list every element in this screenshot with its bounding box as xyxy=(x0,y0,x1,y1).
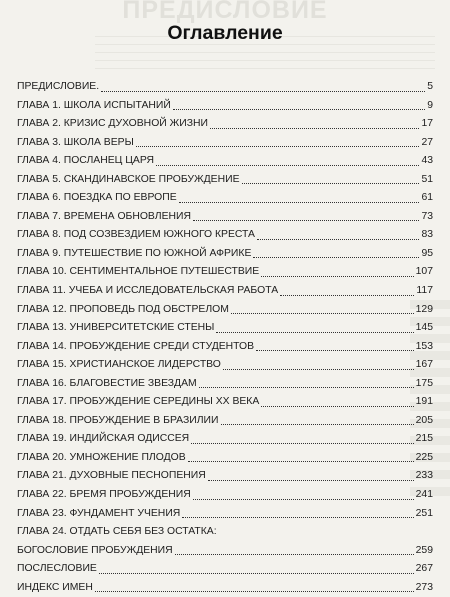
toc-entry-title: ГЛАВА 22. БРЕМЯ ПРОБУЖДЕНИЯ xyxy=(17,489,191,501)
dot-leader xyxy=(193,220,419,221)
toc-entry-title: ГЛАВА 12. ПРОПОВЕДЬ ПОД ОБСТРЕЛОМ xyxy=(17,303,229,315)
toc-entry-title: ГЛАВА 1. ШКОЛА ИСПЫТАНИЙ xyxy=(17,99,171,111)
toc-entry-page-number: 145 xyxy=(415,322,433,334)
toc-entry-title: ГЛАВА 14. ПРОБУЖДЕНИЕ СРЕДИ СТУДЕНТОВ xyxy=(17,340,255,352)
toc-entry xyxy=(17,301,433,320)
toc-entry-page-number: 27 xyxy=(421,136,433,148)
toc-entry xyxy=(17,393,433,412)
dot-leader xyxy=(179,202,420,203)
dot-leader xyxy=(256,350,414,351)
page-title: Оглавление xyxy=(167,22,283,44)
toc-entry-title: ГЛАВА 19. ИНДИЙСКАЯ ОДИССЕЯ xyxy=(17,433,190,445)
toc-entry-page-number: 117 xyxy=(416,285,433,297)
dot-leader xyxy=(101,91,425,92)
toc-entry-page-number: 5 xyxy=(427,81,433,92)
toc-entry xyxy=(17,97,433,116)
dot-leader xyxy=(257,239,419,240)
toc-entry-title: ГЛАВА 24. ОТДАТЬ СЕБЯ БЕЗ ОСТАТКА: xyxy=(17,526,217,538)
toc-entry-page-number: 167 xyxy=(415,359,433,371)
dot-leader xyxy=(182,517,413,518)
toc-entry-title: ГЛАВА 7. ВРЕМЕНА ОБНОВЛЕНИЯ xyxy=(17,210,191,222)
toc-entry xyxy=(17,449,433,468)
dot-leader xyxy=(175,554,414,555)
dot-leader xyxy=(136,146,420,147)
toc-entry-title: ГЛАВА 20. УМНОЖЕНИЕ ПЛОДОВ xyxy=(17,451,186,463)
toc-entry xyxy=(17,208,433,227)
dot-leader xyxy=(216,332,413,333)
toc-entry xyxy=(17,579,433,597)
toc-entry-title: ГЛАВА 9. ПУТЕШЕСТВИЕ ПО ЮЖНОЙ АФРИКЕ xyxy=(17,247,252,259)
dot-leader xyxy=(253,257,419,258)
toc-entry-page-number: 205 xyxy=(415,414,433,426)
toc-entry-title: БОГОСЛОВИЕ ПРОБУЖДЕНИЯ xyxy=(17,544,173,556)
toc-entry-page-number: 107 xyxy=(415,266,433,278)
toc-entry-page-number: 273 xyxy=(415,581,433,593)
dot-leader xyxy=(210,128,420,129)
toc-entry xyxy=(17,505,433,524)
toc-entry-title: ПОСЛЕСЛОВИЕ xyxy=(17,563,97,575)
dot-leader xyxy=(231,313,414,314)
dot-leader xyxy=(199,387,414,388)
dot-leader xyxy=(280,295,414,296)
toc-entry-title: ГЛАВА 15. ХРИСТИАНСКОЕ ЛИДЕРСТВО xyxy=(17,359,221,371)
toc-entry-title: ГЛАВА 11. УЧЕБА И ИССЛЕДОВАТЕЛЬСКАЯ РАБОТА xyxy=(17,285,279,297)
dot-leader xyxy=(99,573,414,574)
toc-entry-title: ГЛАВА 4. ПОСЛАНЕЦ ЦАРЯ xyxy=(17,155,155,167)
toc-entry-title: ГЛАВА 10. СЕНТИМЕНТАЛЬНОЕ ПУТЕШЕСТВИЕ xyxy=(17,266,260,278)
toc-entry xyxy=(17,282,433,301)
toc-entry-page-number: 51 xyxy=(421,173,433,185)
dot-leader xyxy=(95,591,414,592)
toc-entry-page-number: 175 xyxy=(415,377,433,389)
toc-entry-title: ГЛАВА 2. КРИЗИС ДУХОВНОЙ ЖИЗНИ xyxy=(17,118,208,130)
dot-leader xyxy=(193,499,414,500)
toc-entry-page-number: 43 xyxy=(421,155,433,167)
toc-entry-title: ПРЕДИСЛОВИЕ. xyxy=(17,81,100,92)
toc-entry xyxy=(17,189,433,208)
toc-entry xyxy=(17,523,433,542)
toc-entry xyxy=(17,412,433,431)
toc-entry-title: ГЛАВА 13. УНИВЕРСИТЕТСКИЕ СТЕНЫ xyxy=(17,322,215,334)
toc-entry-title: ГЛАВА 17. ПРОБУЖДЕНИЕ СЕРЕДИНЫ XX ВЕКА xyxy=(17,396,260,408)
dot-leader xyxy=(156,165,419,166)
dot-leader xyxy=(208,480,414,481)
toc-entry xyxy=(17,115,433,134)
toc-entry-title: ГЛАВА 16. БЛАГОВЕСТИЕ ЗВЕЗДАМ xyxy=(17,377,197,389)
toc-entry-page-number: 251 xyxy=(415,507,433,519)
toc-entry-page-number: 215 xyxy=(415,433,433,445)
toc-entry xyxy=(17,171,433,190)
toc-entry xyxy=(17,356,433,375)
toc-entry xyxy=(17,134,433,153)
toc-entry-page-number: 73 xyxy=(421,210,433,222)
table-of-contents xyxy=(17,78,433,597)
toc-entry-page-number: 9 xyxy=(427,99,433,111)
dot-leader xyxy=(261,276,413,277)
toc-entry xyxy=(17,542,433,561)
toc-entry xyxy=(17,78,433,97)
dot-leader xyxy=(191,443,414,444)
toc-entry-page-number: 83 xyxy=(421,229,433,241)
toc-entry-title: ГЛАВА 8. ПОД СОЗВЕЗДИЕМ ЮЖНОГО КРЕСТА xyxy=(17,229,255,241)
toc-entry xyxy=(17,467,433,486)
dot-leader xyxy=(223,369,414,370)
toc-entry xyxy=(17,319,433,338)
toc-entry xyxy=(17,226,433,245)
toc-entry xyxy=(17,338,433,357)
toc-entry xyxy=(17,486,433,505)
toc-entry-page-number: 241 xyxy=(415,489,433,501)
toc-entry xyxy=(17,152,433,171)
dot-leader xyxy=(221,424,414,425)
toc-entry-page-number: 95 xyxy=(421,247,433,259)
toc-entry-title: ГЛАВА 3. ШКОЛА ВЕРЫ xyxy=(17,136,134,148)
toc-entry-page-number: 233 xyxy=(415,470,433,482)
toc-entry-page-number: 61 xyxy=(421,192,433,204)
toc-entry-title: ГЛАВА 6. ПОЕЗДКА ПО ЕВРОПЕ xyxy=(17,192,177,204)
dot-leader xyxy=(242,183,420,184)
dot-leader xyxy=(261,406,413,407)
toc-entry-page-number: 259 xyxy=(415,544,433,556)
toc-entry-title: ИНДЕКС ИМЕН xyxy=(17,581,93,593)
toc-entry-page-number: 17 xyxy=(421,118,433,130)
toc-entry-title: ГЛАВА 23. ФУНДАМЕНТ УЧЕНИЯ xyxy=(17,507,181,519)
toc-entry-page-number: 153 xyxy=(415,340,433,352)
toc-entry xyxy=(17,560,433,579)
dot-leader xyxy=(173,109,425,110)
background-bleed-heading: ПРЕДИСЛОВИЕ xyxy=(122,0,328,24)
toc-entry-page-number: 267 xyxy=(415,563,433,575)
toc-entry xyxy=(17,263,433,282)
toc-entry-title: ГЛАВА 5. СКАНДИНАВСКОЕ ПРОБУЖДЕНИЕ xyxy=(17,173,240,185)
toc-entry xyxy=(17,430,433,449)
toc-entry xyxy=(17,245,433,264)
toc-entry-title: ГЛАВА 21. ДУХОВНЫЕ ПЕСНОПЕНИЯ xyxy=(17,470,206,482)
toc-entry-page-number: 191 xyxy=(415,396,433,408)
toc-entry-page-number: 225 xyxy=(415,451,433,463)
dot-leader xyxy=(188,461,414,462)
toc-entry xyxy=(17,375,433,394)
toc-entry-page-number: 129 xyxy=(415,303,433,315)
toc-entry-title: ГЛАВА 18. ПРОБУЖДЕНИЕ В БРАЗИЛИИ xyxy=(17,414,219,426)
